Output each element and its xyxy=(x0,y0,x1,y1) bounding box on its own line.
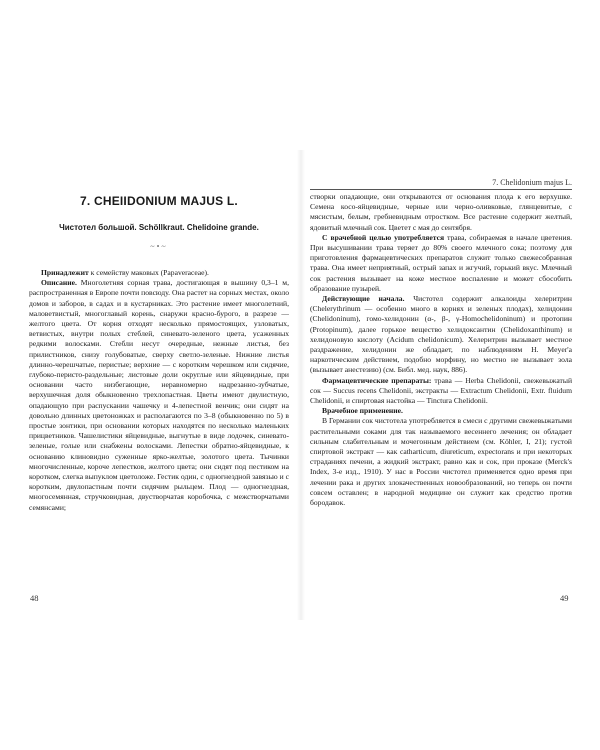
paragraph-description xyxy=(29,278,289,513)
paragraph-germany-use xyxy=(310,416,572,508)
paragraph-lead: С врачебной целью употребляется xyxy=(322,232,445,242)
running-head: 7. Chelidonium majus L. xyxy=(492,178,572,187)
page-number-right: 49 xyxy=(560,593,569,603)
paragraph-medical-application xyxy=(310,406,572,416)
chapter-heading xyxy=(29,196,289,253)
chapter-subtitle: Чистотел большой. Schöllkraut. Chelidoine grande. xyxy=(59,223,259,233)
paragraph-lead: Принадлежит xyxy=(41,268,89,277)
paragraph-continuation xyxy=(310,192,572,233)
paragraph-text: В Германии сок чистотела употребляется в смеси с другими свежевыжатыми растительными соками для так называемого весеннего лечения; он обладает сильным слабительным и мочегонным действием (см. Köhler, I, 21); густой спиртовой экстракт — как catharticum, diureticum, expectorans и при некоторых страданиях печени, а жидкий экстракт, равно как и сок, при проказе (Merck's Index, 3-е изд., 1910). У нас в России чистотел применяется одно время при лечении рака и других злокачественных новообразований, но теперь он почти совсем оставлен; в народной медицине он служит как средство против бородавок. xyxy=(310,416,572,508)
paragraph-medical-use xyxy=(310,233,572,294)
paragraph-lead: Фармацевтические препараты: xyxy=(322,375,432,385)
paragraph-lead: Действующие начала. xyxy=(322,294,405,304)
paragraph-text: створки опадающие, они открываются от основания плода к его верхушке. Семена косо-яйцевидные, черные или черно-оливковые, глянцевитые, с мясистым, белым, гребневидным отростком. Все растение содержит желтый, ядовитый млечный сок. Цветет с мая до сентября. xyxy=(310,192,572,232)
paragraph-lead: Описание. xyxy=(41,278,77,288)
paragraph-preparations xyxy=(310,376,572,407)
running-head-rule xyxy=(310,189,572,190)
paragraph-lead: Врачебное применение. xyxy=(322,406,403,416)
paragraph-active-principles xyxy=(310,294,572,376)
paragraph-family xyxy=(29,268,289,278)
paragraph-text: трава, собираемая в начале цветения. При высушивании трава теряет до 80% своего млечного сока; поэтому для приготовления фармацевтических препаратов служит только свежесобранная трава. Она имеет неприятный, острый запах и жгучий, горький вкус. Млечный сок растения вызывает на коже местное воспаление и может сбособить образование пузырей. xyxy=(310,232,572,293)
left-page-body xyxy=(29,268,289,586)
paragraph-text: Многолетняя сорная трава, достигающая в вышину 0,3–1 м, распространенная в Европе почти повсюду. Она растет на сорных местах, около домов и заборов, в садах и в кустарниках. Это растение имеет многолетний, маловетвистый, многоглавый корень, снаружи красно-бурого, в разрезе — желтого цвета. От корня отходят несколько прямостоящих, узловатых, ветвистых, внутри полых стеблей, синевато-зеленого цвета, усаженных редкими волосками. Стебли несут очередные, нежные листья, без прилистников, снизу голубоватые, сверху светло-зеленые. Нижние листья длинно-черешчатые, перистые; верхние — с коротким черешком или сидячие, глубоко-перисто-раздельные; листовые доли округлые или яйцевидные, при основании часто низбегающие, неравномерно надрезанно-зубчатые, верхушечная доля обыкновенно трехлопастная. Цветы имеют двулистную, опадающую при распускании чашечку и 4-лепестной венчик; они сидят на довольно длинных цветоножках и располагаются по 3–8 (обыкновенно по 5) в простые зонтики, при основании которых находятся по несколько маленьких прицветников. Чашелистики яйцевидные, выгнутые в виде лодочек, синевато-зеленые, голые или снабжены волосками. Лепестки обратно-яйцевидные, к основанию клиновидно суженные ярко-желтые, золотого цвета. Тычинки многочисленные, короче лепестков, желтого цвета; они сидят под пестиком на коротком, слегка выпуклом цветоложе. Гестик один, с одногнездной завязью и с коротким, двулопастным почти сидячим рыльцем. Плод — одногнездная, многосемянная, стручковидная, двустворчатая коробочка, с межстворчатыми семянсами; xyxy=(29,278,289,512)
right-page-body xyxy=(310,192,572,564)
paragraph-text: к семейству маковых (Papaveraceae). xyxy=(90,268,209,277)
paragraph-text: трава — Herba Chelidonii, свежевыжатый сок — Succus recens Chelidonii, экстракты — Extractum Chelidonii, Extr. fluidum Chelidonii, и спиртовая настойка — Tinctura Chelidonii. xyxy=(310,375,572,406)
paragraph-text: Чистотел содержит алкалоиды хелеритрин (Chelerythrinum — особенно много в корнях и зеленых плодах), хелидонин (Chelidoninum), гомо-хелидонин (α-, β-, γ-Homochelidoninum) и протопин (Protopinum), далее горькое вещество хелидоксантин (Chelidoxanthinum) и хелидоновую кислоту (Acidum chelidonicum). Хелеритрин вызывает местное раздражение, хелидонин же обладает, по наблюдениям H. Meyer'а наркотическим действием, подобно морфину, но местно не вызывает зола (вызывает анестезию) (см. Библ. мед. наук, 886). xyxy=(310,294,572,375)
chapter-title: 7. CHEIIDONIUM MAJUS L. xyxy=(80,194,238,208)
ornament-divider: ~•~ xyxy=(150,242,168,252)
book-gutter xyxy=(297,150,305,620)
page-number-left: 48 xyxy=(30,593,39,603)
